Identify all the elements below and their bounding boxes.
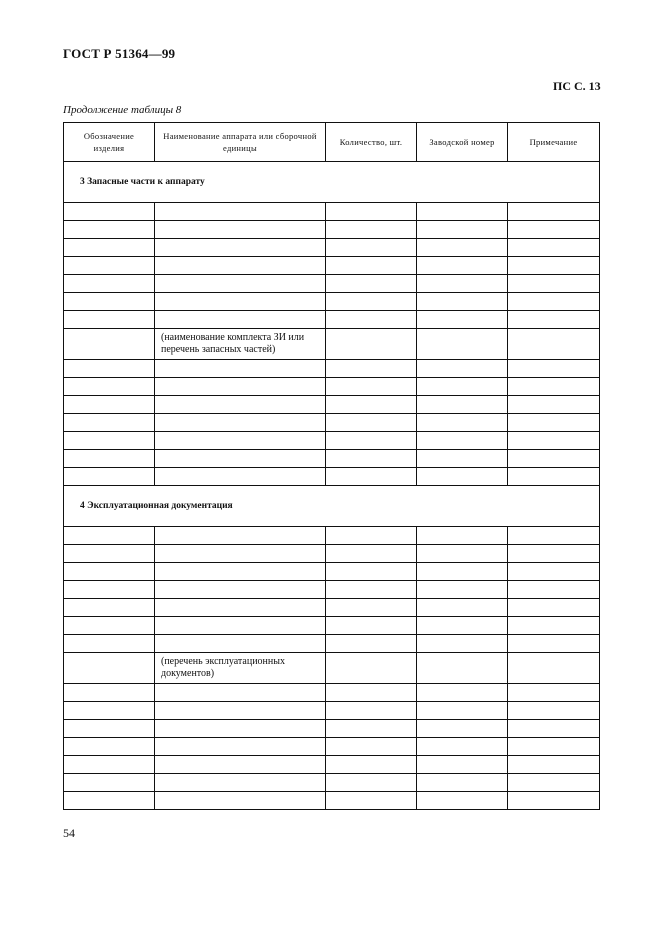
table-cell[interactable]	[417, 599, 508, 617]
table-row	[64, 545, 600, 563]
table-cell[interactable]	[64, 396, 155, 414]
table-cell[interactable]	[64, 450, 155, 468]
table-row	[64, 581, 600, 599]
table-cell[interactable]	[326, 468, 417, 486]
table-cell[interactable]	[155, 203, 326, 221]
table-cell[interactable]	[155, 360, 326, 378]
table-cell[interactable]	[326, 329, 417, 360]
table-cell[interactable]	[417, 720, 508, 738]
table-cell[interactable]	[326, 239, 417, 257]
table-cell[interactable]	[508, 239, 600, 257]
table-cell[interactable]	[326, 360, 417, 378]
table-cell[interactable]	[508, 203, 600, 221]
table-cell[interactable]	[326, 275, 417, 293]
table-continuation-label: Продолжение таблицы 8	[63, 104, 182, 116]
table-cell[interactable]	[326, 257, 417, 275]
col-header-quantity: Количество, шт.	[326, 123, 417, 162]
table-cell[interactable]	[417, 563, 508, 581]
table-row	[64, 432, 600, 450]
table-cell[interactable]	[64, 414, 155, 432]
table-row	[64, 635, 600, 653]
table-row	[64, 563, 600, 581]
table-cell[interactable]	[417, 527, 508, 545]
table-cell[interactable]	[417, 792, 508, 810]
table-row	[64, 617, 600, 635]
col-header-serial-number: Заводской номер	[417, 123, 508, 162]
table-cell[interactable]	[64, 221, 155, 239]
table-cell[interactable]	[64, 275, 155, 293]
table-cell[interactable]	[326, 702, 417, 720]
table-row	[64, 684, 600, 702]
col-header-designation: Обозначение изделия	[64, 123, 155, 162]
table-cell[interactable]	[417, 635, 508, 653]
documentation-hint-cell[interactable]	[155, 653, 326, 684]
table-cell[interactable]	[508, 329, 600, 360]
table-cell[interactable]	[417, 432, 508, 450]
table-cell[interactable]	[64, 257, 155, 275]
table-cell[interactable]	[326, 653, 417, 684]
table-cell[interactable]	[155, 396, 326, 414]
table-cell[interactable]	[508, 468, 600, 486]
spare-parts-hint-cell[interactable]	[155, 329, 326, 360]
table-cell[interactable]	[155, 293, 326, 311]
table-cell[interactable]	[326, 581, 417, 599]
table-row	[64, 702, 600, 720]
table-row	[64, 311, 600, 329]
table-cell[interactable]	[508, 396, 600, 414]
table-cell[interactable]	[64, 635, 155, 653]
table-row	[64, 527, 600, 545]
table-cell[interactable]	[64, 527, 155, 545]
table-cell[interactable]	[64, 581, 155, 599]
table-cell[interactable]	[417, 684, 508, 702]
table-cell[interactable]	[417, 756, 508, 774]
table-cell[interactable]	[155, 527, 326, 545]
section-documentation-title: 4 Эксплуатационная документация	[64, 486, 600, 527]
table-cell[interactable]	[64, 545, 155, 563]
table-cell[interactable]	[326, 774, 417, 792]
table-cell[interactable]	[64, 702, 155, 720]
table-cell[interactable]	[508, 792, 600, 810]
page-reference: ПС С. 13	[553, 79, 601, 93]
table-cell[interactable]	[508, 221, 600, 239]
table-cell[interactable]	[155, 684, 326, 702]
table-cell[interactable]	[326, 563, 417, 581]
table-cell[interactable]	[326, 432, 417, 450]
table-cell[interactable]	[64, 617, 155, 635]
page-number: 54	[63, 826, 75, 840]
table-row	[64, 720, 600, 738]
table-cell[interactable]	[64, 563, 155, 581]
table-cell[interactable]	[64, 653, 155, 684]
table-cell[interactable]	[508, 635, 600, 653]
col-header-note: Примечание	[508, 123, 600, 162]
table-cell[interactable]	[417, 617, 508, 635]
table-cell[interactable]	[326, 311, 417, 329]
table-cell[interactable]	[155, 275, 326, 293]
table-cell[interactable]	[155, 545, 326, 563]
table-cell[interactable]	[326, 738, 417, 756]
table-cell[interactable]	[326, 684, 417, 702]
table-cell[interactable]	[155, 450, 326, 468]
table-cell[interactable]	[64, 432, 155, 450]
table-cell[interactable]	[326, 792, 417, 810]
table-cell[interactable]	[508, 414, 600, 432]
table-cell[interactable]	[326, 293, 417, 311]
table-row	[64, 239, 600, 257]
table-cell[interactable]	[155, 257, 326, 275]
table-row	[64, 221, 600, 239]
table-cell[interactable]	[508, 311, 600, 329]
table-cell[interactable]	[417, 581, 508, 599]
table-cell[interactable]	[417, 396, 508, 414]
table-row	[64, 774, 600, 792]
table-cell[interactable]	[417, 468, 508, 486]
table-cell[interactable]	[508, 720, 600, 738]
table-cell[interactable]	[508, 275, 600, 293]
table-cell[interactable]	[508, 738, 600, 756]
table-cell[interactable]	[326, 617, 417, 635]
table-row	[64, 360, 600, 378]
table-cell[interactable]	[155, 432, 326, 450]
table-cell[interactable]	[508, 684, 600, 702]
table-row	[64, 257, 600, 275]
spare-parts-hint: (наименование комплекта ЗИ или перечень запасных частей)	[161, 332, 305, 355]
table-row	[64, 414, 600, 432]
documentation-hint-row	[64, 653, 600, 684]
table-cell[interactable]	[155, 792, 326, 810]
table-cell[interactable]	[64, 311, 155, 329]
table-cell[interactable]	[508, 378, 600, 396]
table-cell[interactable]	[64, 792, 155, 810]
table-cell[interactable]	[64, 599, 155, 617]
table-cell[interactable]	[326, 203, 417, 221]
table-cell[interactable]	[155, 221, 326, 239]
spare-parts-hint-row	[64, 329, 600, 360]
table-cell[interactable]	[64, 329, 155, 360]
documentation-hint: (перечень эксплуатационных документов)	[161, 656, 285, 679]
table-cell[interactable]	[326, 378, 417, 396]
table-cell[interactable]	[155, 311, 326, 329]
table-row	[64, 738, 600, 756]
table-cell[interactable]	[508, 653, 600, 684]
table-cell[interactable]	[326, 756, 417, 774]
table-cell[interactable]	[155, 702, 326, 720]
table-cell[interactable]	[508, 293, 600, 311]
equipment-table	[63, 122, 600, 810]
table-cell[interactable]	[64, 203, 155, 221]
table-cell[interactable]	[326, 527, 417, 545]
table-cell[interactable]	[417, 653, 508, 684]
table-cell[interactable]	[326, 545, 417, 563]
table-cell[interactable]	[155, 468, 326, 486]
table-cell[interactable]	[417, 774, 508, 792]
table-cell[interactable]	[417, 329, 508, 360]
table-cell[interactable]	[417, 311, 508, 329]
table-cell[interactable]	[64, 293, 155, 311]
table-cell[interactable]	[326, 221, 417, 239]
table-cell[interactable]	[155, 635, 326, 653]
table-cell[interactable]	[417, 378, 508, 396]
table-cell[interactable]	[155, 774, 326, 792]
table-cell[interactable]	[417, 738, 508, 756]
table-cell[interactable]	[417, 239, 508, 257]
table-cell[interactable]	[417, 275, 508, 293]
table-cell[interactable]	[326, 414, 417, 432]
section-spare-parts-row	[64, 162, 600, 203]
table-cell[interactable]	[64, 738, 155, 756]
section-spare-parts-title: 3 Запасные части к аппарату	[64, 162, 600, 203]
table-cell[interactable]	[508, 702, 600, 720]
table-cell[interactable]	[326, 450, 417, 468]
table-cell[interactable]	[508, 360, 600, 378]
table-cell[interactable]	[508, 545, 600, 563]
table-cell[interactable]	[508, 756, 600, 774]
table-cell[interactable]	[64, 468, 155, 486]
table-row	[64, 293, 600, 311]
table-row	[64, 396, 600, 414]
table-cell[interactable]	[508, 774, 600, 792]
table-cell[interactable]	[417, 221, 508, 239]
table-cell[interactable]	[155, 414, 326, 432]
table-row	[64, 599, 600, 617]
table-cell[interactable]	[508, 617, 600, 635]
table-cell[interactable]	[155, 563, 326, 581]
table-row	[64, 468, 600, 486]
table-cell[interactable]	[508, 581, 600, 599]
table-cell[interactable]	[508, 257, 600, 275]
table-cell[interactable]	[417, 545, 508, 563]
table-cell[interactable]	[64, 720, 155, 738]
table-cell[interactable]	[508, 432, 600, 450]
table-cell[interactable]	[64, 360, 155, 378]
table-row	[64, 275, 600, 293]
table-cell[interactable]	[508, 563, 600, 581]
table-cell[interactable]	[417, 702, 508, 720]
table-cell[interactable]	[326, 635, 417, 653]
table-cell[interactable]	[508, 599, 600, 617]
table-cell[interactable]	[508, 527, 600, 545]
standard-title: ГОСТ Р 51364—99	[63, 46, 176, 61]
table-cell[interactable]	[417, 293, 508, 311]
table-row	[64, 792, 600, 810]
table-cell[interactable]	[64, 756, 155, 774]
table-cell[interactable]	[64, 774, 155, 792]
section-documentation-row	[64, 486, 600, 527]
table-row	[64, 203, 600, 221]
table-cell[interactable]	[64, 684, 155, 702]
table-cell[interactable]	[64, 378, 155, 396]
table-cell[interactable]	[326, 720, 417, 738]
table-row	[64, 378, 600, 396]
table-cell[interactable]	[417, 414, 508, 432]
table-cell[interactable]	[417, 450, 508, 468]
table-cell[interactable]	[508, 450, 600, 468]
table-cell[interactable]	[326, 396, 417, 414]
table-row	[64, 450, 600, 468]
table-header-row	[64, 123, 600, 162]
table-cell[interactable]	[155, 599, 326, 617]
table-cell[interactable]	[155, 756, 326, 774]
col-header-name: Наименование аппарата или сборочной единицы	[155, 123, 326, 162]
table-cell[interactable]	[155, 617, 326, 635]
table-cell[interactable]	[417, 257, 508, 275]
table-cell[interactable]	[417, 360, 508, 378]
table-cell[interactable]	[417, 203, 508, 221]
table-cell[interactable]	[326, 599, 417, 617]
table-cell[interactable]	[155, 720, 326, 738]
table-cell[interactable]	[155, 581, 326, 599]
table-row	[64, 756, 600, 774]
table-cell[interactable]	[155, 239, 326, 257]
table-cell[interactable]	[155, 738, 326, 756]
table-cell[interactable]	[155, 378, 326, 396]
table-cell[interactable]	[64, 239, 155, 257]
